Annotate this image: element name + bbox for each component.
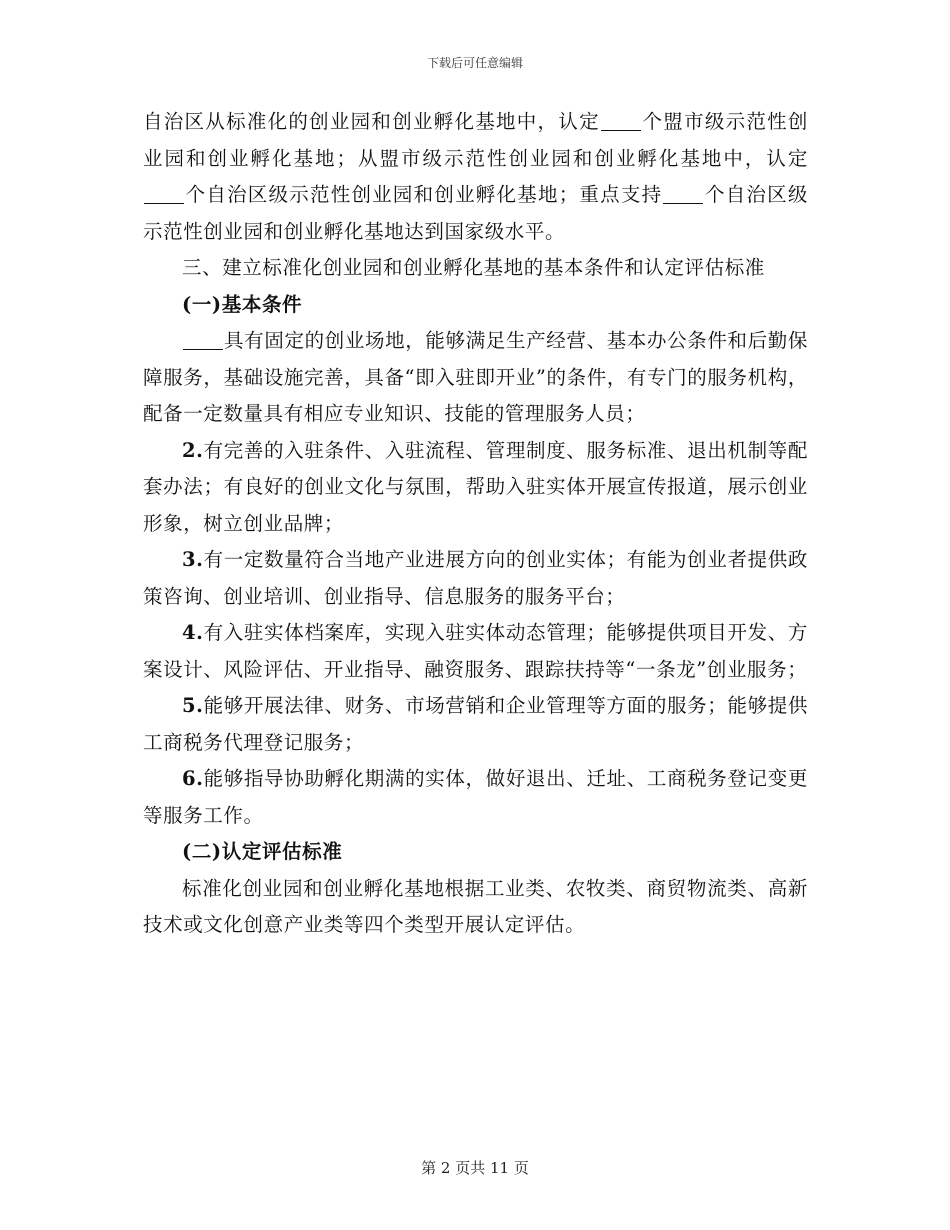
item-number: 2. xyxy=(182,438,204,462)
item-text: 有入驻实体档案库，实现入驻实体动态管理；能够提供项目开发、方案设计、风险评估、开业指导、融资服务、跟踪扶持等“一条龙”创业服务； xyxy=(143,621,808,681)
intro-segment-3: 个自治区级示范性创业园和创业孵化基地；重点支持 xyxy=(185,183,663,206)
page-header: 下载后可任意编辑 xyxy=(426,56,523,70)
fill-blank xyxy=(144,184,184,205)
condition-item-1 xyxy=(143,323,808,433)
condition-item-5 xyxy=(143,688,808,761)
intro-paragraph xyxy=(143,104,808,250)
condition-item-2 xyxy=(143,433,808,543)
condition-item-6 xyxy=(143,761,808,834)
item-number: 5. xyxy=(182,694,204,717)
intro-segment-2: 个盟市级示范性创业园和创业孵化基地；从盟市级示范性创业园和创业孵化基地中，认定 xyxy=(143,110,808,170)
intro-segment-4: 个自治区级示范性创业园和创业孵化基地达到国家级水平。 xyxy=(143,183,808,243)
item-text: 能够开展法律、财务、市场营销和企业管理等方面的服务；能够提供工商税务代理登记服务； xyxy=(143,694,808,754)
subsection-1-heading: (一)基本条件 xyxy=(182,292,303,316)
fill-blank xyxy=(601,111,641,132)
intro-segment-1: 自治区从标准化的创业园和创业孵化基地中，认定 xyxy=(143,110,600,133)
item-text: 能够指导协助孵化期满的实体，做好退出、迁址、工商税务登记变更等服务工作。 xyxy=(143,767,808,827)
condition-item-1-text: 具有固定的创业场地，能够满足生产经营、基本办公条件和后勤保障服务，基础设施完善，具备“即入驻即开业”的条件，有专门的服务机构，配备一定数量具有相应专业知识、技能的管理服务人员； xyxy=(143,329,808,425)
fill-blank xyxy=(183,330,223,351)
evaluation-paragraph: 标准化创业园和创业孵化基地根据工业类、农牧类、商贸物流类、高新技术或文化创意产业类等四个类型开展认定评估。 xyxy=(143,876,808,936)
condition-item-3 xyxy=(143,542,808,615)
item-text: 有完善的入驻条件、入驻流程、管理制度、服务标准、退出机制等配套办法；有良好的创业文化与氛围，帮助入驻实体开展宣传报道，展示创业形象，树立创业品牌； xyxy=(143,438,808,535)
fill-blank xyxy=(663,184,703,205)
item-number: 6. xyxy=(182,767,204,790)
condition-item-4 xyxy=(143,615,808,688)
subsection-2-heading: (二)认定评估标准 xyxy=(182,840,343,863)
document-body xyxy=(143,104,808,944)
page-footer: 第 2 页共 11 页 xyxy=(421,1159,529,1177)
section-3-title: 三、建立标准化创业园和创业孵化基地的基本条件和认定评估标准 xyxy=(182,256,765,279)
item-number: 3. xyxy=(182,548,204,571)
item-text: 有一定数量符合当地产业进展方向的创业实体；有能为创业者提供政策咨询、创业培训、创业指导、信息服务的服务平台； xyxy=(143,548,808,608)
item-number: 4. xyxy=(182,621,204,644)
